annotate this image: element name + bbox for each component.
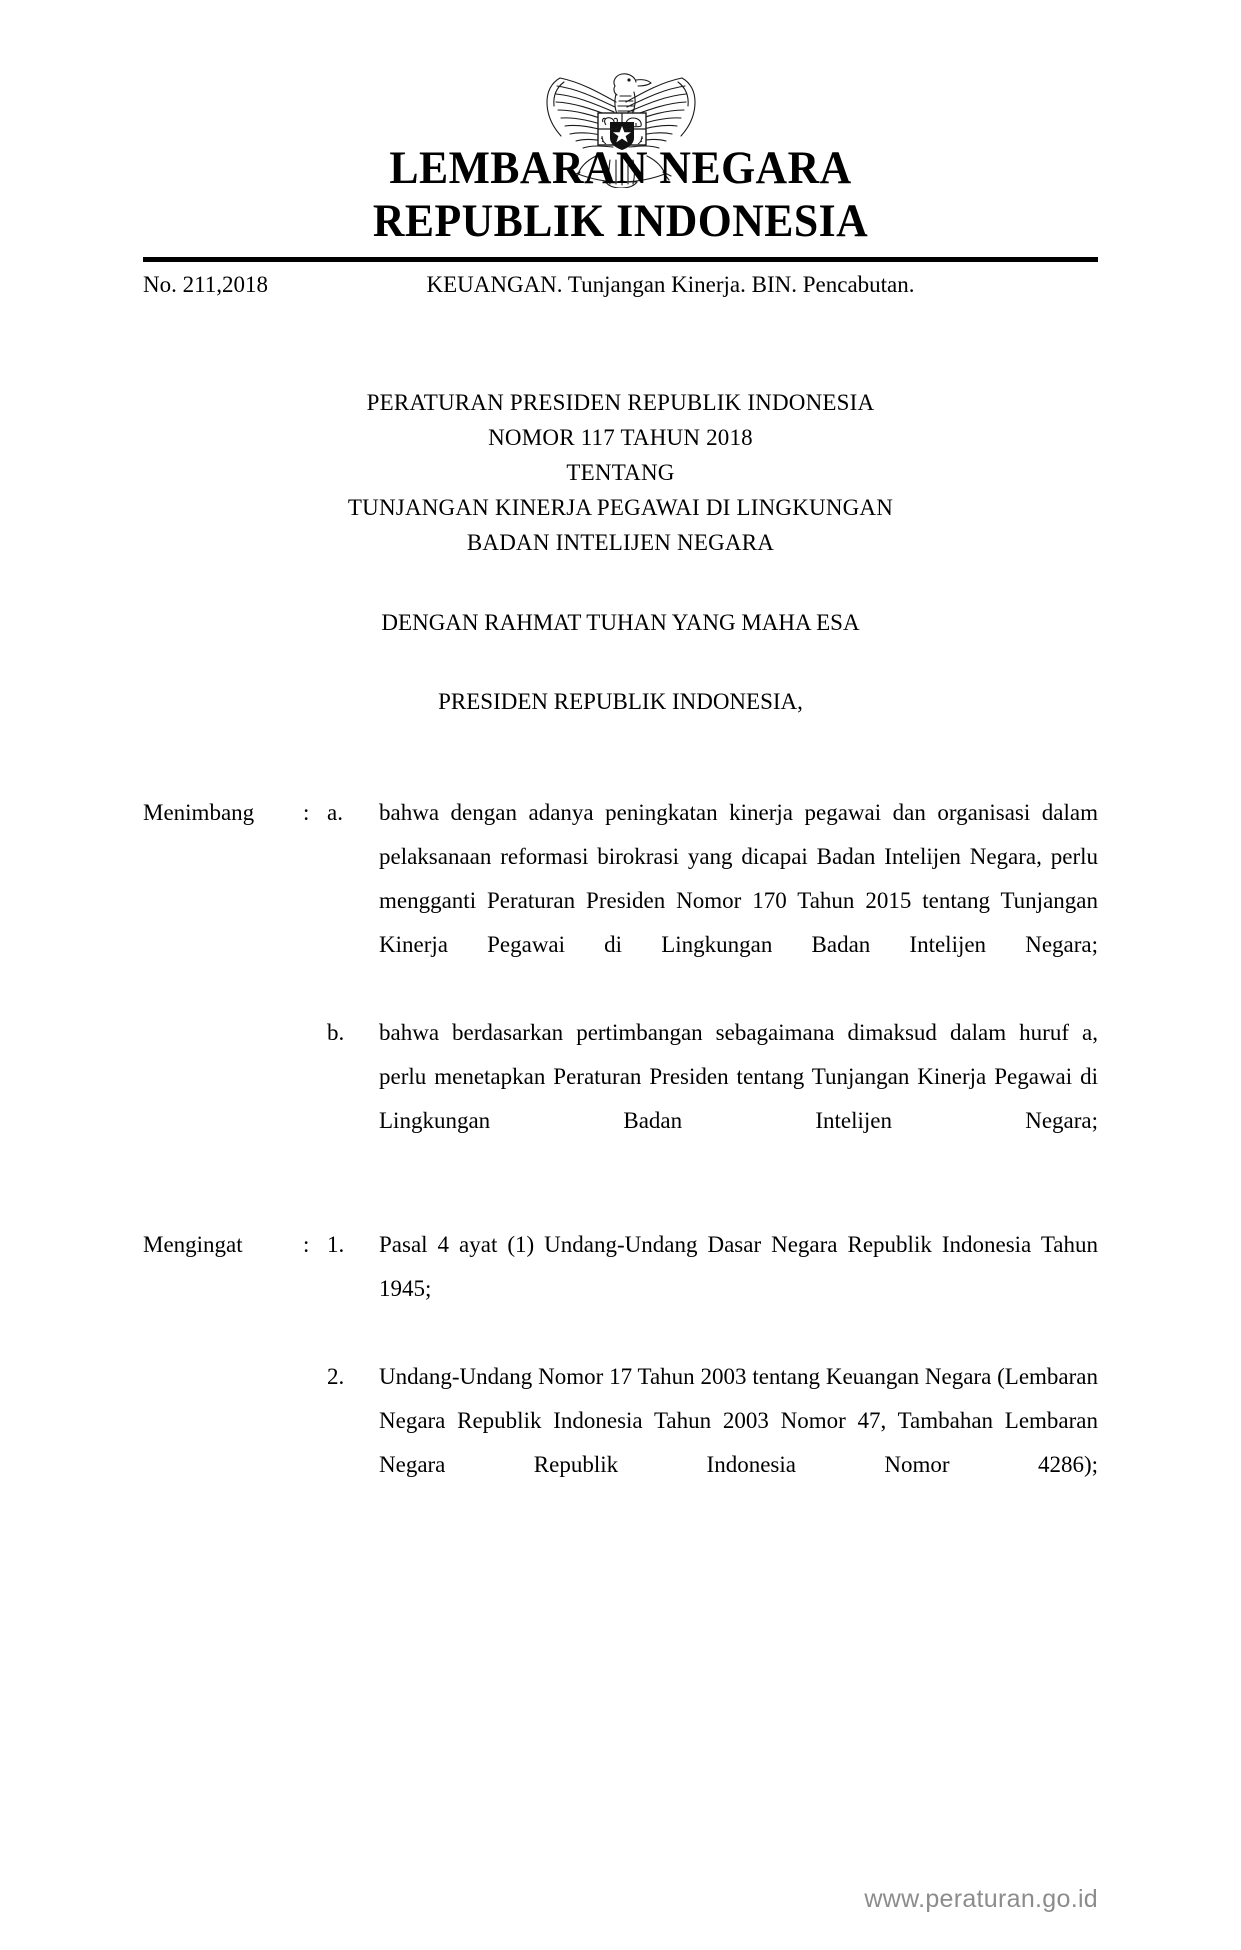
title-line-about: TENTANG — [566, 460, 675, 485]
clause-marker: 2. — [327, 1364, 345, 1389]
clause-marker: b. — [327, 1020, 345, 1045]
clause-section — [143, 791, 1098, 1531]
clause-item — [327, 1355, 1098, 1531]
gazette-subject-keywords: KEUANGAN. Tunjangan Kinerja. BIN. Pencabutan. — [426, 272, 915, 297]
title-line-subject-1: TUNJANGAN KINERJA PEGAWAI DI LINGKUNGAN — [347, 495, 894, 520]
gazette-number: No. 211,2018 — [143, 272, 269, 297]
clause-item — [327, 1223, 1098, 1355]
invocation-line: DENGAN RAHMAT TUHAN YANG MAHA ESA — [381, 610, 860, 635]
clause-text: Undang-Undang Nomor 17 Tahun 2003 tentang Keuangan Negara (Lembaran Negara Republik Indonesia Tahun 2003 Nomor 47, Tambahan Lembaran Negara Republik Indonesia Nomor 4286); — [379, 1364, 1098, 1477]
masthead-divider — [143, 257, 1098, 262]
clause-text: Pasal 4 ayat (1) Undang-Undang Dasar Negara Republik Indonesia Tahun 1945; — [379, 1232, 1098, 1301]
clause-marker: 1. — [327, 1232, 345, 1257]
title-line-number: NOMOR 117 TAHUN 2018 — [488, 425, 753, 450]
title-line-authority: PERATURAN PRESIDEN REPUBLIK INDONESIA — [366, 390, 875, 415]
clause-items-mengingat — [327, 1223, 1098, 1531]
clause-label-mengingat: Mengingat — [143, 1232, 243, 1257]
regulation-title-block — [143, 385, 1098, 560]
title-line-subject-2: BADAN INTELIJEN NEGARA — [466, 530, 775, 555]
clause-items-menimbang — [327, 791, 1098, 1187]
clause-group-mengingat — [143, 1223, 1098, 1531]
president-line: PRESIDEN REPUBLIK INDONESIA, — [438, 689, 803, 714]
masthead-line-2: REPUBLIK INDONESIA — [372, 195, 869, 247]
clause-colon-mengingat: : — [303, 1232, 310, 1257]
clause-colon-menimbang: : — [303, 800, 310, 825]
emblem-container — [143, 0, 1098, 140]
footer-watermark: www.peraturan.go.id — [864, 1885, 1098, 1913]
clause-text: bahwa dengan adanya peningkatan kinerja pegawai dan organisasi dalam pelaksanaan reformasi birokrasi yang dicapai Badan Intelijen Negara, perlu mengganti Peraturan Presiden Nomor 170 Tahun 2015 tentang Tunjangan Kinerja Pegawai di Lingkungan Badan Intelijen Negara; — [379, 800, 1098, 957]
clause-label-menimbang: Menimbang — [143, 800, 255, 825]
clause-group-menimbang — [143, 791, 1098, 1187]
clause-marker: a. — [327, 800, 343, 825]
masthead-line-1: LEMBARAN NEGARA — [389, 142, 852, 194]
clause-item — [327, 1011, 1098, 1187]
clause-text: bahwa berdasarkan pertimbangan sebagaimana dimaksud dalam huruf a, perlu menetapkan Peraturan Presiden tentang Tunjangan Kinerja Pegawai di Lingkungan Badan Intelijen Negara; — [379, 1020, 1098, 1133]
masthead — [176, 142, 1064, 248]
clause-item — [327, 791, 1098, 1011]
gazette-header-row — [143, 267, 1098, 309]
